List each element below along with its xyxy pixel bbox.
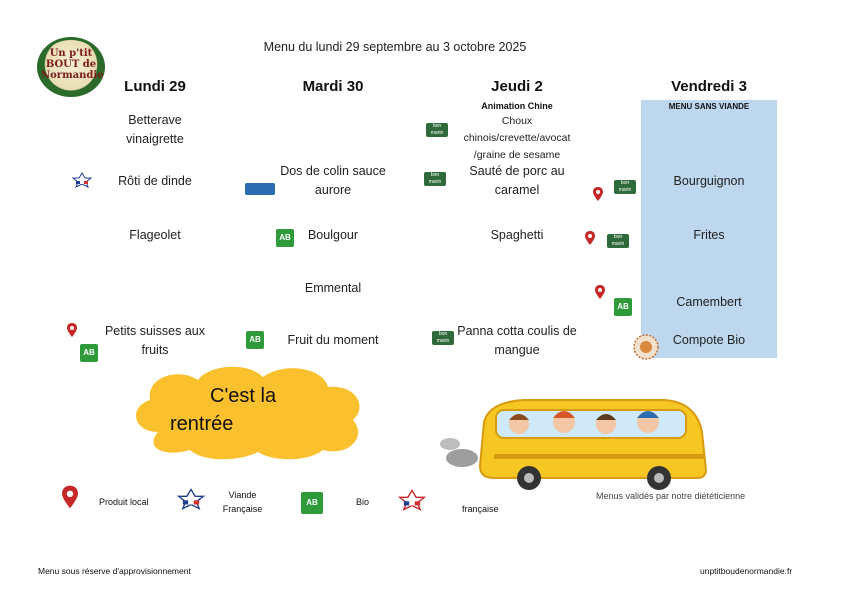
legend-bio-label: Bio	[356, 497, 370, 507]
local-product-pin-icon	[585, 231, 595, 245]
banner-line-2: rentrée	[170, 413, 234, 435]
tuesday-main: Dos de colin sauce aurore	[280, 164, 386, 197]
ab-organic-icon: AB	[301, 492, 323, 514]
legend-francaise-label: française	[462, 504, 499, 514]
msc-label-icon	[245, 183, 275, 195]
viande-francaise-icon	[397, 487, 427, 513]
local-product-pin-icon	[593, 187, 603, 201]
thursday-side: Spaghetti	[490, 228, 544, 242]
monday-side: Flageolet	[129, 228, 181, 242]
legend-dietitian-note: Menus validés par notre diététicienne	[596, 491, 746, 501]
friday-dessert: Compote Bio	[672, 333, 746, 347]
rentree-cloud-shape	[128, 362, 368, 462]
friday-theme: MENU SANS VIANDE	[668, 102, 750, 111]
school-bus-illustration	[434, 392, 716, 492]
local-product-pin-icon	[67, 323, 77, 337]
brand-logo-text: Un p'tit BOUT de Normandie	[41, 48, 104, 81]
bon-marin-label-icon: bon marin	[614, 180, 636, 194]
bon-marin-label-icon: bon marin	[607, 234, 629, 248]
bon-marin-label-icon: bon marin	[426, 123, 448, 137]
dessert-seal-icon	[633, 334, 659, 360]
legend-viande-line-1: Viande	[228, 490, 257, 500]
viande-francaise-icon	[176, 486, 206, 512]
monday-starter: Betterave vinaigrette	[126, 113, 184, 146]
bon-marin-label-icon: bon marin	[432, 331, 454, 345]
bon-marin-label-icon: bon marin	[424, 172, 446, 186]
friday-side: Frites	[693, 228, 725, 242]
viande-francaise-icon	[71, 172, 93, 188]
day-header-friday: Vendredi 3	[671, 78, 747, 95]
friday-cheese: Camembert	[676, 295, 742, 309]
thursday-starter: Choux chinois/crevette/avocat /graine de sesame	[463, 115, 571, 161]
monday-main: Rôti de dinde	[118, 174, 192, 188]
tuesday-dessert: Fruit du moment	[287, 333, 379, 347]
friday-main: Bourguignon	[673, 174, 745, 188]
thursday-main: Sauté de porc au caramel	[469, 164, 565, 197]
day-header-monday: Lundi 29	[124, 78, 186, 95]
page-title: Menu du lundi 29 septembre au 3 octobre 2025	[263, 40, 527, 54]
day-header-thursday: Jeudi 2	[491, 78, 543, 95]
ab-organic-icon: AB	[614, 298, 632, 316]
monday-dessert: Petits suisses aux fruits	[104, 324, 206, 357]
footer-website: unptitboudenormandie.fr	[700, 566, 793, 576]
legend-viande-line-2: Française	[222, 504, 263, 514]
ab-organic-icon: AB	[80, 344, 98, 362]
footer-disclaimer: Menu sous réserve d'approvisionnement	[38, 566, 191, 576]
thursday-dessert: Panna cotta coulis de mangue	[457, 324, 577, 357]
tuesday-side: Boulgour	[307, 228, 359, 242]
ab-organic-icon: AB	[246, 331, 264, 349]
banner-line-1: C'est la	[210, 385, 277, 407]
local-product-pin-icon	[62, 484, 78, 510]
ab-organic-icon: AB	[276, 229, 294, 247]
local-product-pin-icon	[595, 285, 605, 299]
thursday-theme: Animation Chine	[481, 101, 553, 111]
legend-local-label: Produit local	[99, 497, 149, 507]
tuesday-cheese: Emmental	[304, 281, 362, 295]
day-header-tuesday: Mardi 30	[302, 78, 364, 95]
